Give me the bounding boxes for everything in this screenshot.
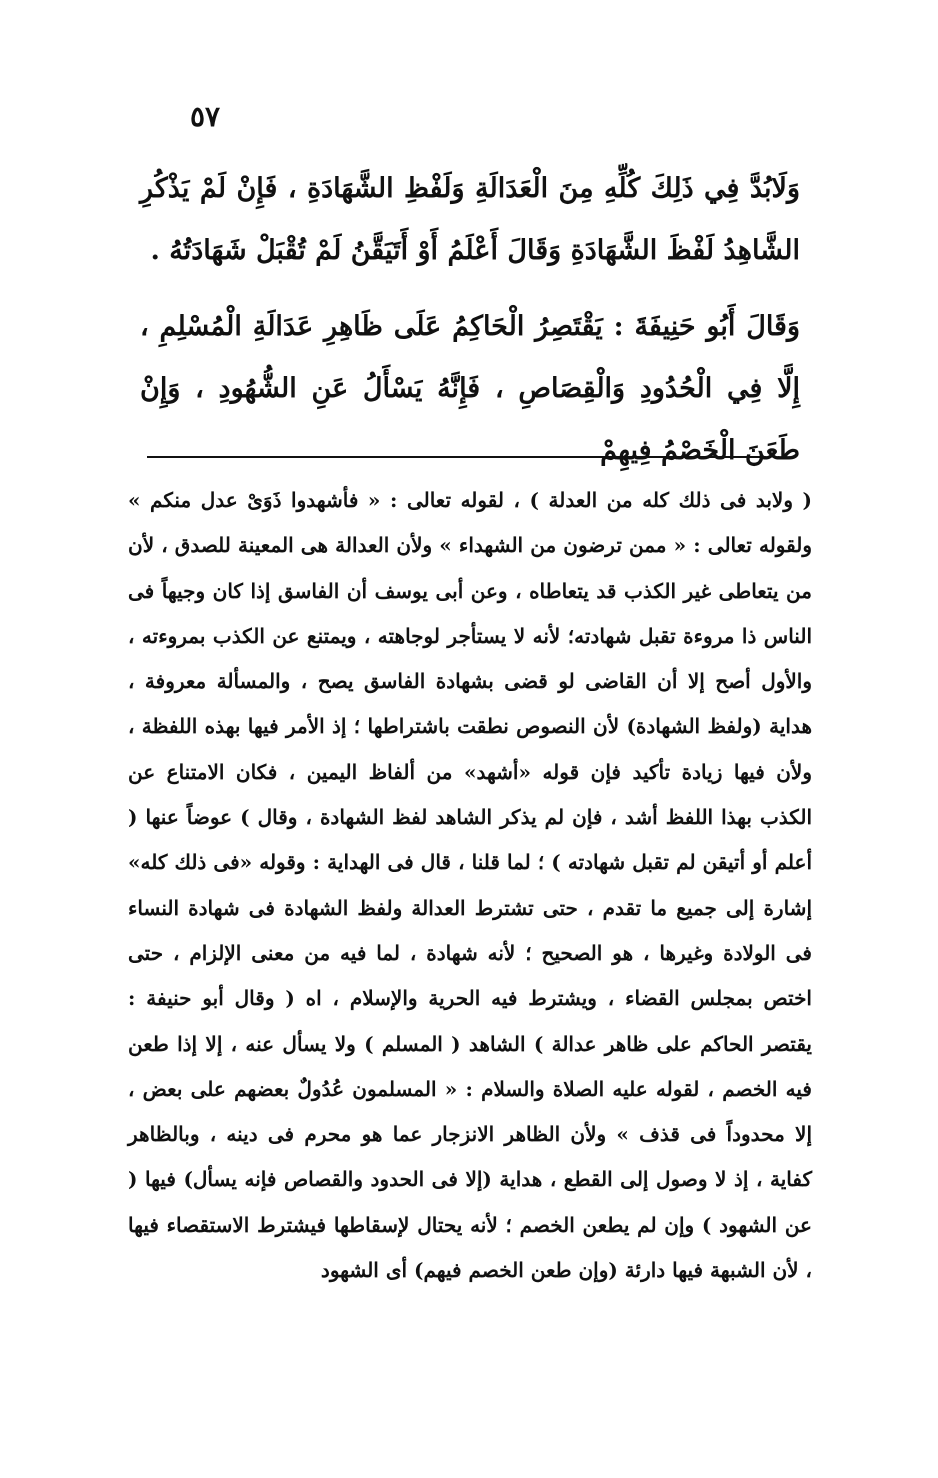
commentary-block — [128, 478, 812, 1293]
main-text-paragraph: وَقَالَ أَبُو حَنِيفَةَ : يَقْتَصِرُ الْحَاكِمُ عَلَى ظَاهِرِ عَدَالَةِ الْمُسْلِمِ ، إِلَّا فِي الْحُدُودِ وَالْقِصَاصِ ، فَإِنَّهُ يَسْأَلُ عَنِ الشُّهُودِ ، وَإِنْ طَعَنَ الْخَصْمُ فِيهِمْ — [140, 311, 800, 466]
commentary-text: ( ولابد فى ذلك كله من العدلة ) ، لقوله تعالى : « فأشهدوا ذَوَىْ عدل منكم » ولقوله تعالى : « ممن ترضون من الشهداء » ولأن العدالة هى المعينة للصدق ، لأن من يتعاطى غير الكذب قد يتعاطاه ، وعن أبى يوسف أن الفاسق إذا كان وجيهاً فى الناس ذا مروءة تقبل شهادته؛ لأنه لا يستأجر لوجاهته ، ويمتنع عن الكذب بمروءته ، والأول أصح إلا أن القاضى لو قضى بشهادة الفاسق يصح ، والمسألة معروفة ، هداية (ولفظ الشهادة) لأن النصوص نطقت باشتراطها ؛ إذ الأمر فيها بهذه اللفظة ، ولأن فيها زيادة تأكيد فإن قوله «أشهد» من ألفاظ اليمين ، فكان الامتناع عن الكذب بهذا اللفظ أشد ، فإن لم يذكر الشاهد لفظ الشهادة ، وقال ) عوضاً عنها ( أعلم أو أتيقن لم تقبل شهادته ) ؛ لما قلنا ، قال فى الهداية : وقوله «فى ذلك كله» إشارة إلى جميع ما تقدم ، حتى تشترط العدالة ولفظ الشهادة فى شهادة النساء فى الولادة وغيرها ، هو الصحيح ؛ لأنه شهادة ، لما فيه من معنى الإلزام ، حتى اختص بمجلس القضاء ، ويشترط فيه الحرية والإسلام ، اه ( وقال أبو حنيفة : يقتصر الحاكم على ظاهر عدالة ) الشاهد ( المسلم ) ولا يسأل عنه ، إلا إذا طعن فيه الخصم ، لقوله عليه الصلاة والسلام : « المسلمون عُدُولٌ بعضهم على بعض ، إلا محدوداً فى قذف » ولأن الظاهر الانزجار عما هو محرم فى دينه ، وبالظاهر كفاية ، إذ لا وصول إلى القطع ، هداية (إلا فى الحدود والقصاص فإنه يسأل) فيها ( عن الشهود ) وإن لم يطعن الخصم ؛ لأنه يحتال لإسقاطها فيشترط الاستقصاء فيها ، لأن الشبهة فيها دارئة (وإن طعن الخصم فيهم) أى الشهود — [128, 488, 813, 1283]
separator-line — [147, 456, 765, 458]
page-number: ٥٧ — [190, 100, 221, 133]
main-text-paragraph: وَلَابُدَّ فِي ذَلِكَ كُلِّهِ مِنَ الْعَدَالَةِ وَلَفْظِ الشَّهَادَةِ ، فَإِنْ لَمْ يَذْكُرِ الشَّاهِدُ لَفْظَ الشَّهَادَةِ وَقَالَ أَعْلَمُ أَوْ أَتَيَقَّنُ لَمْ تُقْبَلْ شَهَادَتُهُ . — [140, 173, 800, 266]
main-text-block — [140, 158, 800, 496]
